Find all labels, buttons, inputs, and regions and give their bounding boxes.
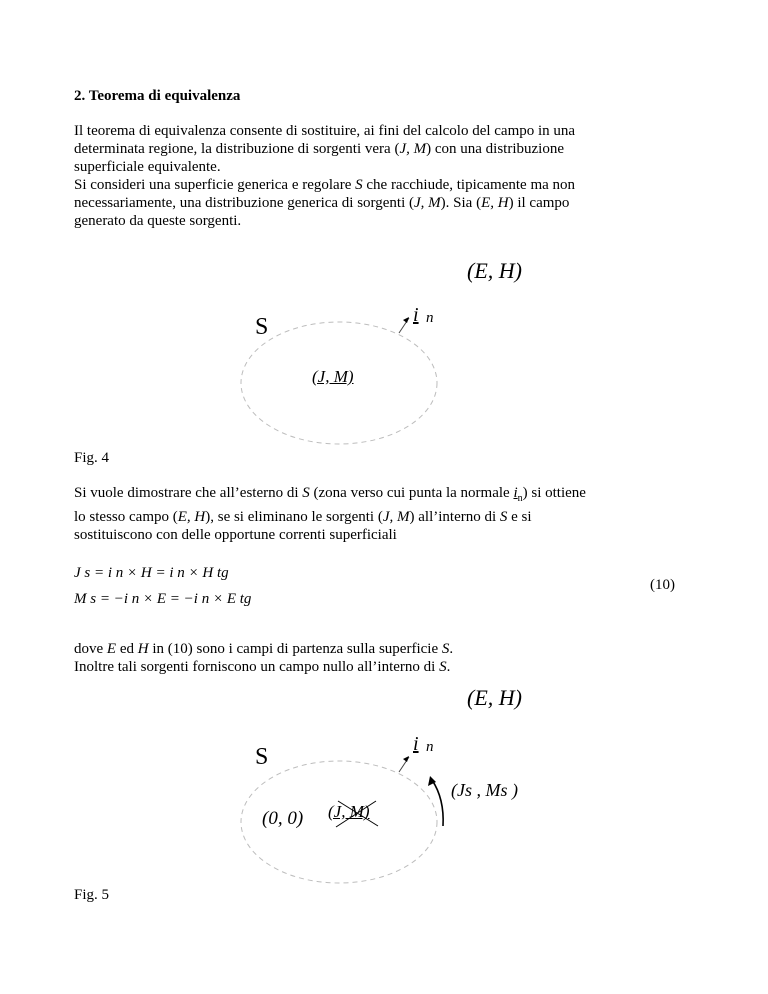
after-line: dove E ed H in (10) sono i campi di partenza sulla superficie S.	[74, 641, 454, 657]
middle-line: lo stesso campo (E, H), se si eliminano le sorgenti (J, M) all’interno di S e si	[74, 509, 532, 525]
intro-line: determinata regione, la distribuzione di sorgenti vera (J, M) con una distribuzione	[74, 141, 564, 157]
surface-sources-label: (Js , Ms )	[451, 780, 518, 800]
figure-4-caption: Fig. 4	[74, 450, 110, 466]
intro-line: generato da queste sorgenti.	[74, 213, 242, 229]
intro-line: Si consideri una superficie generica e regolare S che racchiude, tipicamente ma non	[74, 177, 576, 193]
intro-line: Il teorema di equivalenza consente di sostituire, ai fini del calcolo del campo in una	[74, 123, 576, 139]
source-label: (J, M)	[312, 367, 354, 386]
field-label: (E, H)	[467, 258, 522, 283]
normal-label: i	[413, 733, 419, 755]
normal-label: i	[413, 304, 419, 326]
normal-subscript: n	[426, 739, 434, 755]
after-line: Inoltre tali sorgenti forniscono un campo nullo all’interno di S.	[74, 659, 451, 675]
normal-subscript: n	[426, 310, 434, 326]
middle-line: sostituiscono con delle opportune correnti superficiali	[74, 527, 397, 543]
surface-label: S	[255, 744, 269, 770]
crossed-source-label: (J, M)	[328, 802, 370, 821]
equation-js: J s = i n × H = i n × H tg	[74, 565, 229, 581]
section-heading: 2. Teorema di equivalenza	[74, 88, 241, 104]
intro-line: superficiale equivalente.	[74, 159, 221, 175]
equation-ms: M s = −i n × E = −i n × E tg	[74, 591, 252, 607]
field-label: (E, H)	[467, 685, 522, 710]
figure-5-caption: Fig. 5	[74, 887, 110, 903]
zero-field-label: (0, 0)	[262, 808, 304, 829]
intro-line: necessariamente, una distribuzione generica di sorgenti (J, M). Sia (E, H) il campo	[74, 195, 570, 211]
surface-current-arrow	[432, 780, 443, 826]
surface-label: S	[255, 314, 269, 340]
middle-line: Si vuole dimostrare che all’esterno di S (zona verso cui punta la normale $i_n$) si ottiene	[74, 485, 586, 504]
equation-number: (10)	[650, 577, 675, 593]
